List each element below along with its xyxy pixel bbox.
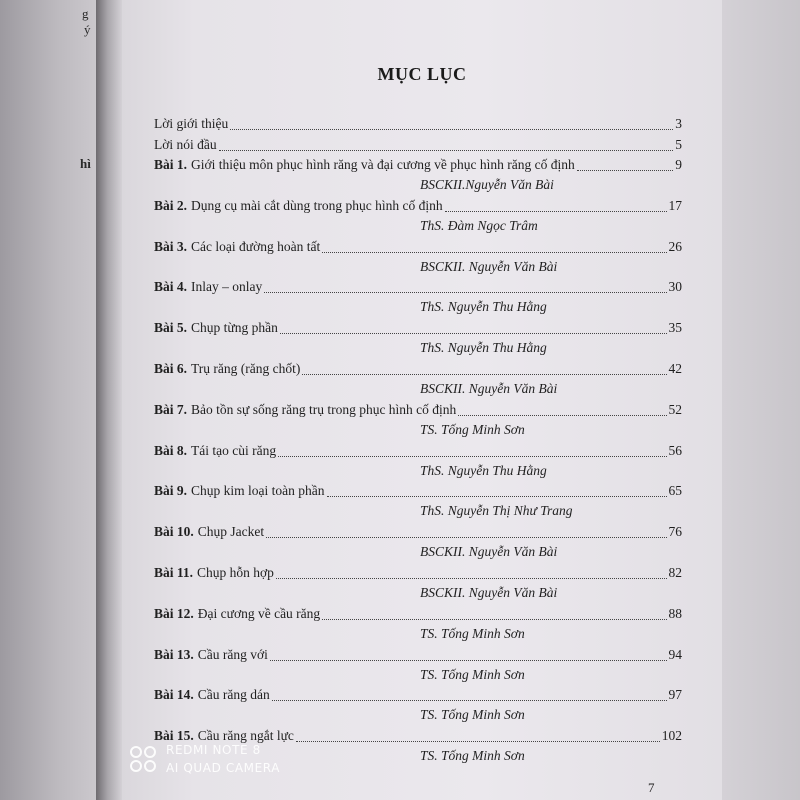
toc-entry-number: Bài 13.: [154, 646, 194, 662]
dot-leader: [577, 169, 673, 171]
toc-entry-page: 3: [675, 116, 682, 131]
toc-entry: [154, 565, 682, 583]
toc-entry-author: ThS. Nguyễn Thu Hằng: [420, 462, 547, 478]
toc-entry-number: Bài 15.: [154, 728, 194, 744]
camera-watermark: [128, 741, 280, 777]
toc-entry-page: 5: [675, 136, 682, 152]
toc-entry: [154, 320, 682, 338]
toc-entry: [154, 687, 682, 705]
left-page-fragment: ý: [84, 22, 91, 37]
dot-leader: [445, 210, 667, 212]
table-of-contents-page: [122, 0, 722, 800]
dot-leader: [280, 332, 667, 334]
toc-entry-page: 17: [668, 197, 682, 213]
toc-entry-title: Chụp Jacket: [197, 524, 265, 540]
dot-leader: [458, 414, 666, 416]
toc-entry-page: 65: [668, 483, 682, 499]
dot-leader: [276, 577, 667, 579]
book-gutter: [96, 0, 122, 800]
toc-entry-author: ThS. Đàm Ngọc Trâm: [420, 217, 538, 233]
toc-entry: [154, 524, 682, 542]
dot-leader: [327, 495, 667, 497]
toc-entry-author: TS. Tống Minh Sơn: [420, 707, 525, 723]
dot-leader: [270, 659, 667, 661]
toc-entry: [154, 606, 682, 624]
toc-entry: [154, 361, 682, 379]
toc-entry-author: BSCKII. Nguyễn Văn Bài: [420, 258, 558, 274]
toc-entry: [154, 116, 682, 134]
toc-entry-page: 35: [668, 320, 682, 336]
toc-entry: [154, 239, 682, 257]
toc-entry-author: BSCKII. Nguyễn Văn Bài: [420, 585, 558, 600]
toc-entry-title: Cầu răng ngắt lực: [197, 728, 294, 744]
toc-entry-number: Bài 11.: [154, 565, 194, 580]
toc-entry-author: BSCKII.Nguyễn Văn Bài: [420, 177, 554, 192]
toc-entry-number: Bài 8.: [154, 442, 188, 458]
dot-leader: [266, 536, 666, 538]
toc-entry-title: Chụp từng phần: [191, 320, 278, 336]
dot-leader: [322, 618, 666, 620]
toc-entry-number: Bài 3.: [154, 238, 188, 254]
toc-entry-page: 97: [668, 687, 682, 703]
toc-entry-author: ThS. Nguyễn Thị Như Trang: [420, 503, 573, 519]
toc-entry: [154, 443, 682, 461]
toc-entry-title: Đại cương về cầu răng: [197, 605, 321, 621]
toc-entry-page: 94: [668, 646, 682, 662]
toc-entry-number: Bài 5.: [154, 320, 188, 336]
toc-entry-author: TS. Tống Minh Sơn: [420, 421, 525, 437]
toc-entry-title: Lời giới thiệu: [154, 116, 229, 131]
watermark-model: REDMI NOTE 8: [166, 743, 261, 757]
dot-leader: [230, 128, 673, 130]
toc-entry-title: Trụ răng (răng chốt): [191, 361, 301, 376]
toc-entry: [154, 402, 682, 420]
toc-entry-title: Bảo tồn sự sống răng trụ trong phục hình cố định: [191, 401, 457, 417]
toc-entry-title: Tái tạo cùi răng: [191, 442, 277, 458]
toc-entry-number: Bài 7.: [154, 401, 188, 417]
toc-entry-page: 56: [668, 442, 682, 458]
toc-entry-page: 42: [668, 361, 682, 376]
toc-entry-page: 30: [668, 279, 682, 295]
toc-entry: [154, 483, 682, 501]
dot-leader: [272, 699, 667, 701]
toc-entry: [154, 137, 682, 155]
toc-entry-author: TS. Tống Minh Sơn: [420, 625, 525, 641]
dot-leader: [219, 149, 674, 151]
quad-camera-dots-icon: [128, 744, 158, 774]
toc-entry-title: Inlay – onlay: [191, 279, 263, 295]
toc-entry-page: 26: [668, 238, 682, 254]
toc-entry-title: Chụp kim loại toàn phần: [191, 483, 325, 499]
toc-entry-number: Bài 4.: [154, 279, 188, 295]
left-page-fragment: hì: [80, 156, 91, 171]
toc-entry-title: Cầu răng với: [197, 646, 268, 662]
toc-entry-page: 102: [661, 728, 682, 744]
toc-entry: [154, 157, 682, 175]
watermark-camera: AI QUAD CAMERA: [166, 761, 281, 775]
toc-entry-author: TS. Tống Minh Sơn: [420, 666, 525, 682]
toc-entry-page: 82: [668, 565, 682, 580]
left-page-fragment: g: [82, 6, 89, 21]
dot-leader: [296, 740, 660, 742]
toc-entry-author: ThS. Nguyễn Thu Hằng: [420, 340, 547, 356]
toc-entry-page: 76: [668, 524, 682, 540]
toc-entry: [154, 198, 682, 216]
dot-leader: [302, 373, 666, 375]
dot-leader: [322, 251, 666, 253]
toc-entry-author: BSCKII. Nguyễn Văn Bài: [420, 381, 558, 396]
toc-entry-page: 88: [668, 605, 682, 621]
toc-entry-title: Chụp hỗn hợp: [197, 565, 274, 580]
toc-entry-author: BSCKII. Nguyễn Văn Bài: [420, 544, 558, 560]
toc-entry-author: TS. Tống Minh Sơn: [420, 748, 525, 764]
toc-entry-title: Cầu răng dán: [197, 687, 270, 703]
background-edge: [722, 0, 800, 800]
toc-entry-title: Giới thiệu môn phục hình răng và đại cương về phục hình răng cố định: [191, 157, 575, 172]
toc-entry: [154, 279, 682, 297]
toc-entry-number: Bài 1.: [154, 157, 188, 172]
toc-entry-page: 52: [668, 401, 682, 417]
toc-entry-number: Bài 9.: [154, 483, 188, 499]
toc-entry-author: ThS. Nguyễn Thu Hằng: [420, 299, 547, 315]
page-number: 7: [648, 780, 655, 795]
toc-entry-number: Bài 2.: [154, 197, 188, 213]
dot-leader: [264, 291, 666, 293]
toc-entry-title: Lời nói đầu: [154, 136, 217, 152]
toc-entry-title: Các loại đường hoàn tất: [191, 238, 321, 254]
toc-entry-number: Bài 6.: [154, 361, 188, 376]
page-title: MỤC LỤC: [377, 64, 467, 84]
toc-entry-number: Bài 10.: [154, 524, 194, 540]
adjacent-left-page: [0, 0, 96, 800]
toc-entry-page: 9: [675, 157, 682, 172]
toc-entry-number: Bài 14.: [154, 687, 194, 703]
dot-leader: [278, 455, 666, 457]
toc-entry-title: Dụng cụ mài cắt dùng trong phục hình cố định: [191, 197, 443, 213]
toc-entry-number: Bài 12.: [154, 605, 194, 621]
toc-entry: [154, 647, 682, 665]
